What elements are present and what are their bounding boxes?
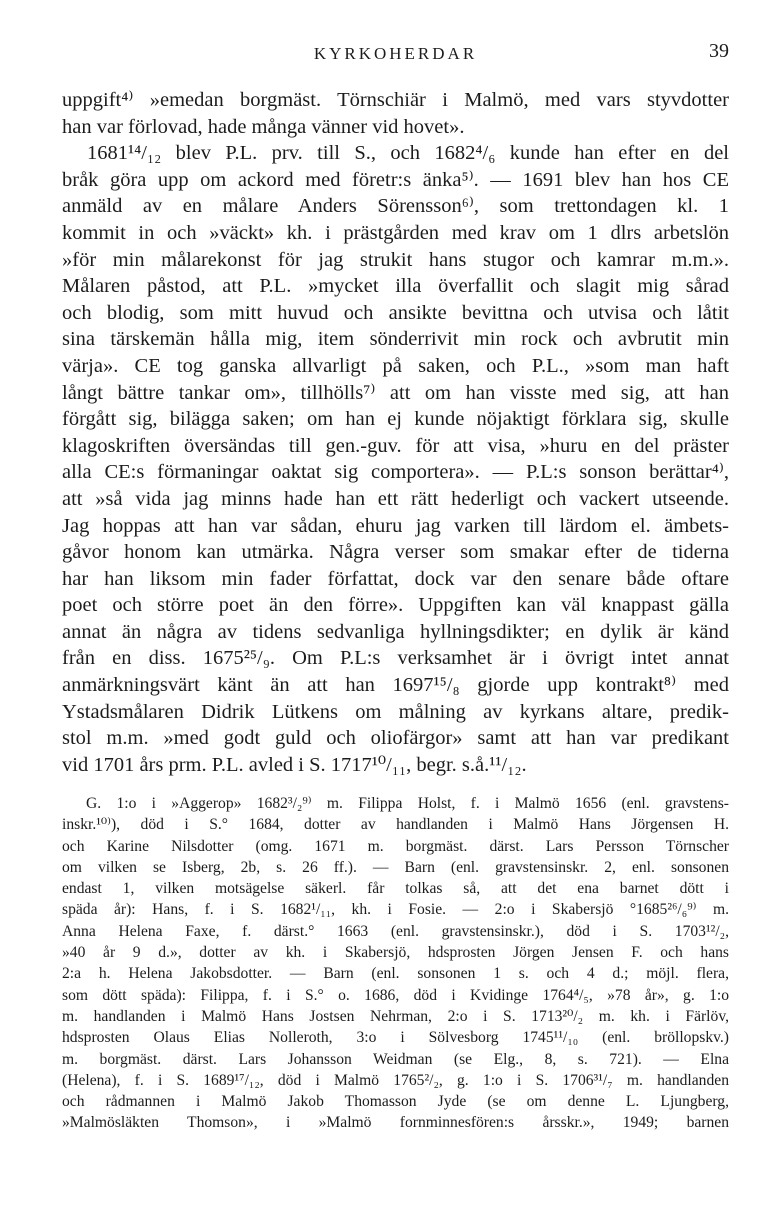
text-line: att »så vida jag minns hade han ett rätt hederligt och vackert utseende. [62, 487, 729, 510]
text-line: anmäld av en målare Anders Sörensson⁶⁾, som trettondagen kl. 1 [62, 195, 729, 218]
footnote-text [62, 793, 729, 1134]
text-line: alla CE:s förmaningar oaktat sig comportera». — P.L:s sonson berättar⁴⁾, [62, 461, 729, 484]
text-line: bråk göra upp om ackord med företr:s änka⁵⁾. — 1691 blev han hos CE [62, 168, 729, 191]
text-line: 1681¹⁴/₁₂ blev P.L. prv. till S., och 1682⁴/₆ kunde han efter en del [87, 142, 729, 165]
text-line: sina tärskemän hålla mig, item sönderrivit min rock och avbrutit min [62, 328, 729, 351]
text-line: poet och större poet än den förre». Uppgiften kan väl knappast gälla [62, 594, 729, 617]
note-line: späda år): Hans, f. i S. 1682¹/₁₁, kh. i Fosie. — 2:o i Skabersjö °1685²⁶/₆⁹⁾ m. [62, 901, 729, 919]
text-line: gåvor honom kan utmärka. Några verser som smakar efter de tiderna [62, 541, 729, 564]
text-line: han var förlovad, hade många vänner vid hovet». [62, 115, 465, 138]
text-line: har han liksom min fader författat, dock var den senare både oftare [62, 567, 729, 590]
text-line: Målaren påstod, att P.L. »mycket illa överfallit och slagit mig sårad [62, 275, 729, 298]
text-line: stol m.m. »med godt guld och oliofärgor» samt att han var predikant [62, 727, 729, 750]
note-line: om vilken se Isberg, 2b, s. 26 ff.). — Barn (enl. gravstensinskr. 2, enl. sonsonen [62, 858, 729, 876]
note-line: m. borgmäst. därst. Lars Johansson Weidman (se Elg., 8, s. 721). — Elna [62, 1050, 729, 1068]
text-line: Ystadsmålaren Didrik Lütkens om målning av kyrkans altare, predik- [62, 700, 729, 723]
text-line: från en diss. 1675²⁵/₉. Om P.L:s verksamhet är i övrigt intet annat [62, 647, 729, 670]
note-line: »Malmösläkten Thomson», i »Malmö fornminnesfören:s årsskr.», 1949; barnen [62, 1114, 729, 1132]
text-line: vid 1701 års prm. P.L. avled i S. 1717¹⁰/₁₁, begr. s.å.¹¹/₁₂. [62, 753, 527, 776]
note-line: Anna Helena Faxe, f. därst.° 1663 (enl. gravstensinskr.), död i S. 1703¹²/₂, [62, 922, 729, 940]
note-line: hdsprosten Olaus Elias Nolleroth, 3:o i Sölvesborg 1745¹¹/₁₀ (enl. bröllopskv.) [62, 1029, 729, 1047]
note-line: »40 år 9 d.», dotter av kh. i Skabersjö, hdsprosten Jörgen Jensen F. och hans [62, 944, 729, 962]
text-line: och blodig, som mitt huvud och ansikte bevittna och utvisa och låtit [62, 301, 729, 324]
page-header [62, 40, 729, 70]
page-number: 39 [709, 40, 729, 62]
note-line: m. handlanden i Malmö Hans Jostsen Nehrman, 2:o i S. 1713²⁰/₂ m. kh. i Färlöv, [62, 1007, 729, 1025]
note-line: och rådmannen i Malmö Jakob Thomasson Jyde (se om denne L. Ljungberg, [62, 1093, 729, 1111]
running-head: KYRKOHERDAR [313, 44, 478, 63]
text-line: förgått sig, bilägga saken; om han ej kunde nöjaktigt förklara sig, skulle [62, 408, 729, 431]
text-line: Jag hoppas att han var sådan, ehuru jag varken till lärdom el. ämbets- [62, 514, 729, 537]
note-line: inskr.¹⁰⁾), död i S.° 1684, dotter av handlanden i Malmö Hans Jörgensen H. [62, 816, 729, 834]
note-line: och Karine Nilsdotter (omg. 1671 m. borgmäst. därst. Lars Persson Törnscher [62, 837, 729, 855]
text-line: klagoskriften översändas till gen.-guv. för att visa, »huru en del präster [62, 434, 729, 457]
text-line: annat än några av tidens sedvanliga hyllningsdikter; en dylik är känd [62, 620, 729, 643]
text-line: värja». CE tog ganska allvarligt på saken, och P.L., »som man haft [62, 354, 729, 377]
note-line: (Helena), f. i S. 1689¹⁷/₁₂, död i Malmö 1765²/₂, g. 1:o i S. 1706³¹/₇ m. handlanden [62, 1071, 729, 1089]
note-line: som dött späda): Filippa, f. i S.° o. 1686, död i Kvidinge 1764⁴/₅, »78 år», g. 1:o [62, 986, 729, 1004]
note-line: G. 1:o i »Aggerop» 1682³/₂⁹⁾ m. Filippa Holst, f. i Malmö 1656 (enl. gravstens- [86, 795, 729, 812]
text-line: anmärkningsvärt känt än att han 1697¹⁵/₈ gjorde upp kontrakt⁸⁾ med [62, 674, 729, 697]
text-line: långt bättre tankar om», tillhölls⁷⁾ att om han visste med sig, att han [62, 381, 729, 404]
note-line: 2:a h. Helena Jakobsdotter. — Barn (enl. sonsonen 1 s. och 4 d.; möjl. flera, [62, 965, 729, 983]
note-line: endast 1, vilken motsägelse säkerl. får tolkas så, att det ena barnet dött i [62, 880, 729, 898]
main-text [62, 87, 729, 778]
text-line: kommit in och »väckt» kh. i prästgården med krav om 1 dlrs arbetslön [62, 221, 729, 244]
text-line: uppgift⁴⁾ »emedan borgmäst. Törnschiär i Malmö, med vars styvdotter [62, 89, 729, 111]
text-line: »för min målarekonst för jag strukit hans stugor och kamrar m.m.». [62, 248, 729, 271]
